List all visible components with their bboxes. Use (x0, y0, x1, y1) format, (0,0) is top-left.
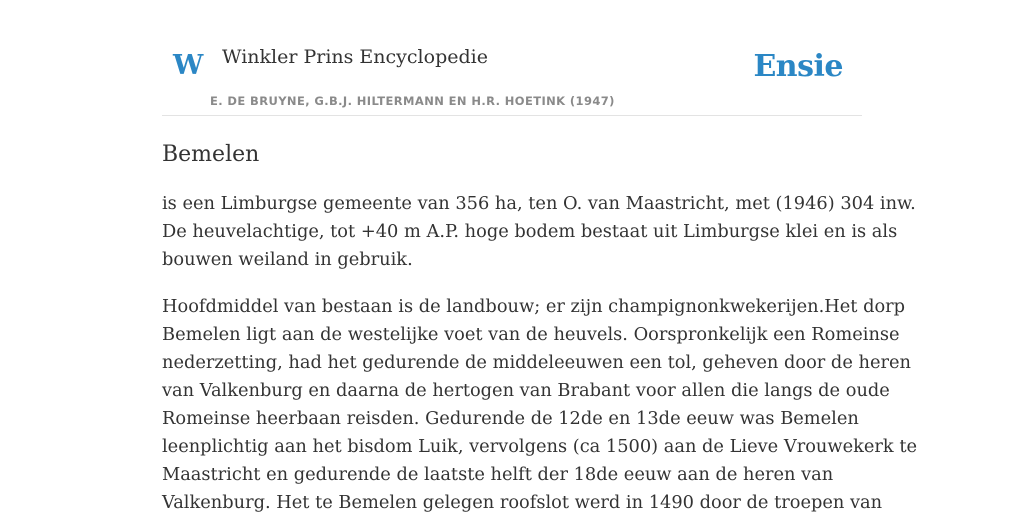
paragraph-line: nederzetting, had het gedurende de middeleeuwen een tol, geheven door de heren (162, 352, 911, 374)
paragraph-line: leenplichtig aan het bisdom Luik, vervolgens (ca 1500) aan de Lieve Vrouwekerk te (162, 436, 917, 458)
source-title[interactable]: Winkler Prins Encyclopedie (222, 46, 488, 68)
article-title: Bemelen (162, 142, 260, 167)
source-authors: E. DE BRUYNE, G.B.J. HILTERMANN EN H.R. HOETINK (1947) (210, 94, 615, 108)
source-header (162, 0, 862, 116)
paragraph-line: Bemelen ligt aan de westelijke voet van de heuvels. Oorspronkelijk een Romeinse (162, 324, 900, 346)
paragraph-line: Hoofdmiddel van bestaan is de landbouw; er zijn champignonkwekerijen.Het dorp (162, 296, 906, 318)
winkler-prins-logo[interactable]: W (173, 50, 204, 81)
article-paragraph-2 (162, 293, 917, 512)
paragraph-line: Valkenburg. Het te Bemelen gelegen roofslot werd in 1490 door de troepen van (162, 492, 883, 512)
article-paragraph-1 (162, 190, 916, 274)
paragraph-line: Romeinse heerbaan reisden. Gedurende de 12de en 13de eeuw was Bemelen (162, 408, 859, 430)
paragraph-line: van Valkenburg en daarna de hertogen van Brabant voor allen die langs de oude (162, 380, 890, 402)
paragraph-line: bouwen weiland in gebruik. (162, 249, 413, 271)
paragraph-line: Maastricht en gedurende de laatste helft der 18de eeuw aan de heren van (162, 464, 834, 486)
page-container (162, 0, 917, 512)
paragraph-line: De heuvelachtige, tot +40 m A.P. hoge bodem bestaat uit Limburgse klei en is als (162, 221, 898, 243)
ensie-brand-logo[interactable]: Ensie (753, 49, 843, 84)
paragraph-line: is een Limburgse gemeente van 356 ha, ten O. van Maastricht, met (1946) 304 inw. (162, 193, 916, 215)
